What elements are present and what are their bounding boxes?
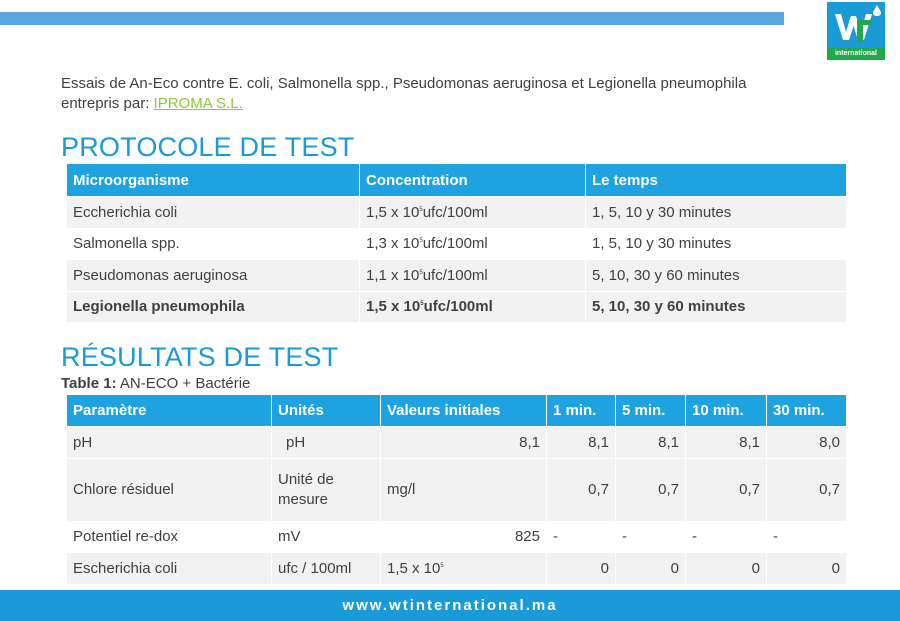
value-1min-cell: - <box>547 521 616 553</box>
header-concentration: Concentration <box>360 164 586 197</box>
conc-base: 1,1 x 10 <box>366 266 420 284</box>
header-microorganism: Microorganisme <box>67 164 360 197</box>
wt-logo <box>827 2 885 60</box>
initial-value-cell: mg/l <box>381 458 547 521</box>
logo-wordmark: international <box>827 48 885 60</box>
intro-text: Essais de An-Eco contre E. coli, Salmonella spp., Pseudomonas aeruginosa et Legionella pneumophila entrepris par: <box>61 75 747 112</box>
table-row <box>67 228 847 260</box>
header-5-min: 5 min. <box>616 395 686 427</box>
header-initial-values: Valeurs initiales <box>381 395 547 427</box>
table-row <box>67 427 847 459</box>
header-units: Unités <box>272 395 381 427</box>
caption-label: Table 1: <box>61 375 117 392</box>
footer-url: www.wtinternational.ma <box>342 597 558 614</box>
value-5min-cell: 0 <box>616 553 686 585</box>
header-30-min: 30 min. <box>767 395 847 427</box>
concentration-cell <box>360 291 586 323</box>
value-10min-cell: - <box>686 521 767 553</box>
intro-paragraph <box>61 74 801 114</box>
table-header-row <box>67 164 847 197</box>
table-header-row <box>67 395 847 427</box>
conc-base: 1,3 x 10 <box>366 235 420 253</box>
iproma-link[interactable]: IPROMA S.L. <box>153 95 243 112</box>
initial-value-cell: 8,1 <box>381 427 547 459</box>
value-1min-cell: 0,7 <box>547 458 616 521</box>
parameter-cell: Escherichia coli <box>67 553 272 585</box>
conc-base: 1,5 x 10 <box>366 203 420 221</box>
organism-cell: Pseudomonas aeruginosa <box>67 260 360 292</box>
header-10-min: 10 min. <box>686 395 767 427</box>
table-row <box>67 458 847 521</box>
header-time: Le temps <box>586 164 847 197</box>
value-30min-cell: - <box>767 521 847 553</box>
value-1min-cell: 8,1 <box>547 427 616 459</box>
time-cell: 5, 10, 30 y 60 minutes <box>586 260 847 292</box>
protocol-table <box>66 163 847 323</box>
caption-text: AN-ECO + Bactérie <box>116 375 251 392</box>
conc-unit: ufc/100ml <box>422 203 488 221</box>
unit-cell: ufc / 100ml <box>272 553 381 585</box>
conc-unit: ufc/100ml <box>423 298 493 316</box>
value-10min-cell: 0,7 <box>686 458 767 521</box>
unit-cell: Unité de mesure <box>272 458 381 521</box>
initial-exponent: 5 <box>440 562 444 569</box>
parameter-cell: Chlore résiduel <box>67 458 272 521</box>
table-row <box>67 521 847 553</box>
time-cell: 5, 10, 30 y 60 minutes <box>586 291 847 323</box>
initial-value-cell <box>381 553 547 585</box>
table-caption <box>61 375 250 392</box>
value-5min-cell: 8,1 <box>616 427 686 459</box>
top-accent-bar <box>0 12 784 25</box>
conc-exponent: 5 <box>420 301 424 308</box>
organism-cell: Salmonella spp. <box>67 228 360 260</box>
table-row <box>67 291 847 323</box>
table-row <box>67 260 847 292</box>
value-30min-cell: 8,0 <box>767 427 847 459</box>
time-cell: 1, 5, 10 y 30 minutes <box>586 197 847 229</box>
results-heading: RÉSULTATS DE TEST <box>61 342 339 372</box>
parameter-cell: Potentiel re-dox <box>67 521 272 553</box>
conc-base: 1,5 x 10 <box>366 298 421 316</box>
value-1min-cell: 0 <box>547 553 616 585</box>
results-table <box>66 394 847 585</box>
parameter-cell: pH <box>67 427 272 459</box>
concentration-cell <box>360 197 586 229</box>
wt-logo-icon <box>827 2 885 48</box>
value-10min-cell: 8,1 <box>686 427 767 459</box>
time-cell: 1, 5, 10 y 30 minutes <box>586 228 847 260</box>
header-1-min: 1 min. <box>547 395 616 427</box>
unit-cell: mV <box>272 521 381 553</box>
footer-bar <box>0 590 900 621</box>
value-5min-cell: - <box>616 521 686 553</box>
table-row <box>67 553 847 585</box>
initial-value-cell: 825 <box>381 521 547 553</box>
conc-unit: ufc/100ml <box>422 266 488 284</box>
concentration-cell <box>360 260 586 292</box>
conc-exponent: 5 <box>419 269 423 276</box>
unit-cell: pH <box>272 427 381 459</box>
conc-exponent: 5 <box>419 238 423 245</box>
concentration-cell <box>360 228 586 260</box>
header-parameter: Paramètre <box>67 395 272 427</box>
value-5min-cell: 0,7 <box>616 458 686 521</box>
organism-cell: Eccherichia coli <box>67 197 360 229</box>
value-30min-cell: 0,7 <box>767 458 847 521</box>
initial-base: 1,5 x 10 <box>387 559 441 577</box>
conc-exponent: 5 <box>419 206 423 213</box>
value-10min-cell: 0 <box>686 553 767 585</box>
protocol-heading: PROTOCOLE DE TEST <box>61 132 355 162</box>
organism-cell: Legionella pneumophila <box>67 291 360 323</box>
table-row <box>67 197 847 229</box>
conc-unit: ufc/100ml <box>422 235 488 253</box>
value-30min-cell: 0 <box>767 553 847 585</box>
